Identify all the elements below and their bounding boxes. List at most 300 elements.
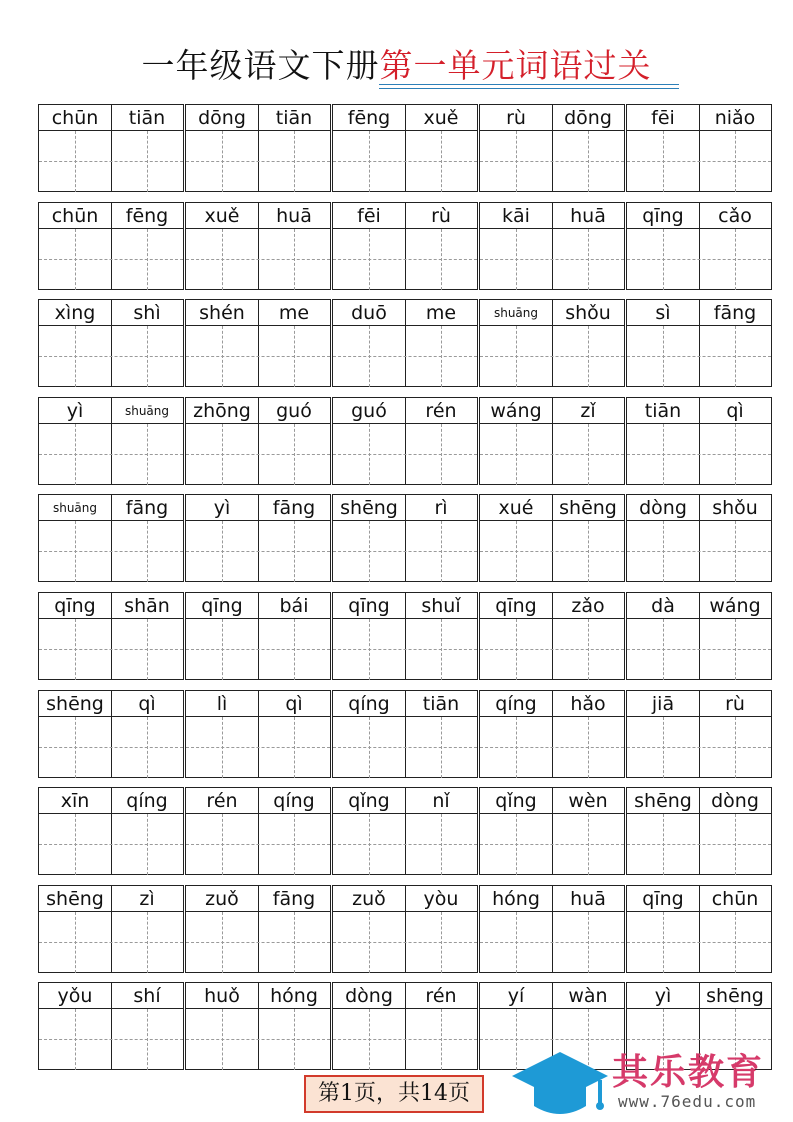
word-box — [38, 299, 184, 387]
pinyin-syllable: hóng — [270, 985, 318, 1007]
writing-guide-line — [147, 229, 148, 290]
pinyin-syllable: fēng — [125, 205, 169, 227]
writing-guide-line — [441, 814, 442, 875]
writing-guide-line — [333, 161, 477, 162]
writing-guide-line — [588, 814, 589, 875]
word-box — [332, 787, 478, 875]
pinyin-syllable: rén — [425, 985, 457, 1007]
box-divider — [111, 886, 112, 972]
writing-guide-line — [369, 326, 370, 387]
box-divider — [405, 691, 406, 777]
pinyin-syllable: rù — [506, 107, 526, 129]
writing-guide-line — [663, 131, 664, 192]
pinyin-syllable: qǐng — [348, 790, 390, 812]
pinyin-syllable: fāng — [125, 497, 169, 519]
word-box — [185, 299, 331, 387]
pinyin-syllable: chūn — [51, 107, 99, 129]
box-divider — [405, 886, 406, 972]
pinyin-syllable: shēng — [559, 497, 617, 519]
writing-guide-line — [441, 424, 442, 485]
pinyin-syllable: zhōng — [193, 400, 251, 422]
box-divider — [258, 593, 259, 679]
writing-guide-line — [186, 942, 330, 943]
pinyin-syllable: sì — [655, 302, 671, 324]
writing-guide-line — [186, 356, 330, 357]
writing-guide-line — [333, 942, 477, 943]
word-box — [185, 592, 331, 680]
writing-guide-line — [222, 912, 223, 973]
pinyin-syllable: huā — [570, 205, 606, 227]
writing-guide-line — [294, 131, 295, 192]
box-divider — [111, 593, 112, 679]
writing-guide-line — [627, 551, 771, 552]
writing-guide-line — [627, 942, 771, 943]
pinyin-syllable: qīng — [642, 888, 684, 910]
word-box — [479, 592, 625, 680]
pinyin-syllable: yì — [213, 497, 231, 519]
writing-guide-line — [441, 326, 442, 387]
writing-guide-line — [588, 521, 589, 582]
pinyin-syllable: wèn — [568, 790, 608, 812]
box-divider — [699, 203, 700, 289]
writing-guide-line — [516, 131, 517, 192]
pinyin-syllable: chūn — [711, 888, 759, 910]
word-box — [332, 202, 478, 290]
writing-guide-line — [39, 747, 183, 748]
writing-guide-line — [147, 521, 148, 582]
word-box — [332, 494, 478, 582]
writing-guide-line — [333, 844, 477, 845]
pinyin-syllable: qīng — [642, 205, 684, 227]
box-divider — [405, 788, 406, 874]
writing-guide-line — [735, 912, 736, 973]
box-divider — [405, 203, 406, 289]
writing-guide-line — [480, 454, 624, 455]
writing-guide-line — [516, 521, 517, 582]
word-box — [626, 104, 772, 192]
pinyin-syllable: zǐ — [580, 400, 596, 422]
box-divider — [405, 983, 406, 1069]
pinyin-syllable: shēng — [634, 790, 692, 812]
writing-guide-line — [147, 912, 148, 973]
box-divider — [258, 398, 259, 484]
writing-guide-line — [222, 229, 223, 290]
box-divider — [258, 105, 259, 191]
page-title — [0, 44, 793, 88]
word-box — [185, 494, 331, 582]
box-divider — [552, 203, 553, 289]
writing-guide-line — [75, 814, 76, 875]
pinyin-syllable: shén — [199, 302, 245, 324]
writing-guide-line — [663, 717, 664, 778]
writing-guide-line — [369, 131, 370, 192]
box-divider — [111, 398, 112, 484]
word-box — [332, 397, 478, 485]
pinyin-syllable: qīng — [201, 595, 243, 617]
writing-guide-line — [147, 326, 148, 387]
writing-guide-line — [294, 717, 295, 778]
writing-guide-line — [333, 259, 477, 260]
pinyin-syllable: rén — [425, 400, 457, 422]
pinyin-syllable: tiān — [422, 693, 460, 715]
box-divider — [258, 983, 259, 1069]
word-box — [38, 787, 184, 875]
writing-guide-line — [441, 521, 442, 582]
word-box — [479, 690, 625, 778]
writing-guide-line — [222, 619, 223, 680]
pinyin-syllable: rén — [206, 790, 238, 812]
pinyin-syllable: shēng — [706, 985, 764, 1007]
pinyin-syllable: xìng — [54, 302, 96, 324]
writing-guide-line — [294, 521, 295, 582]
writing-guide-line — [369, 912, 370, 973]
writing-guide-line — [39, 356, 183, 357]
word-box — [185, 885, 331, 973]
box-divider — [405, 105, 406, 191]
writing-guide-line — [663, 326, 664, 387]
word-box — [38, 202, 184, 290]
box-divider — [405, 398, 406, 484]
pinyin-syllable: qīng — [348, 595, 390, 617]
pinyin-syllable: qì — [726, 400, 744, 422]
writing-guide-line — [75, 1009, 76, 1070]
pinyin-syllable: yòu — [423, 888, 459, 910]
pinyin-syllable: shuāng — [124, 404, 170, 418]
page-number-badge: 第1页，共14页 — [304, 1075, 484, 1113]
writing-guide-line — [516, 424, 517, 485]
writing-guide-line — [75, 912, 76, 973]
pinyin-syllable: shēng — [46, 693, 104, 715]
word-box — [185, 104, 331, 192]
pinyin-syllable: fēng — [347, 107, 391, 129]
pinyin-syllable: rù — [431, 205, 451, 227]
word-box — [332, 592, 478, 680]
writing-guide-line — [627, 259, 771, 260]
pinyin-syllable: qīng — [54, 595, 96, 617]
writing-guide-line — [75, 326, 76, 387]
writing-guide-line — [369, 1009, 370, 1070]
box-divider — [552, 495, 553, 581]
writing-guide-line — [480, 649, 624, 650]
writing-guide-line — [441, 131, 442, 192]
pinyin-syllable: yì — [66, 400, 84, 422]
writing-guide-line — [222, 814, 223, 875]
word-box — [626, 592, 772, 680]
writing-guide-line — [333, 1039, 477, 1040]
pinyin-syllable: xuě — [204, 205, 240, 227]
writing-guide-line — [516, 229, 517, 290]
writing-guide-line — [735, 131, 736, 192]
writing-guide-line — [588, 619, 589, 680]
box-divider — [111, 105, 112, 191]
writing-guide-line — [75, 229, 76, 290]
writing-guide-line — [441, 912, 442, 973]
pinyin-syllable: duō — [351, 302, 387, 324]
word-box — [185, 397, 331, 485]
writing-guide-line — [294, 424, 295, 485]
word-box — [38, 104, 184, 192]
pinyin-syllable: yí — [507, 985, 525, 1007]
word-box — [185, 982, 331, 1070]
pinyin-syllable: huǒ — [204, 985, 240, 1007]
word-box — [626, 494, 772, 582]
pinyin-syllable: tiān — [644, 400, 682, 422]
box-divider — [699, 691, 700, 777]
pinyin-syllable: jiā — [651, 693, 675, 715]
writing-guide-line — [663, 814, 664, 875]
box-divider — [405, 300, 406, 386]
pinyin-syllable: niǎo — [714, 107, 756, 129]
pinyin-syllable: tiān — [128, 107, 166, 129]
pinyin-syllable: qì — [285, 693, 303, 715]
writing-guide-line — [186, 1039, 330, 1040]
writing-guide-line — [222, 521, 223, 582]
writing-guide-line — [516, 619, 517, 680]
word-box — [626, 397, 772, 485]
writing-guide-line — [735, 424, 736, 485]
writing-guide-line — [294, 1009, 295, 1070]
pinyin-syllable: rì — [434, 497, 448, 519]
writing-guide-line — [39, 259, 183, 260]
box-divider — [552, 300, 553, 386]
writing-guide-line — [186, 259, 330, 260]
word-box — [626, 885, 772, 973]
writing-guide-line — [333, 747, 477, 748]
word-box — [38, 397, 184, 485]
writing-guide-line — [369, 619, 370, 680]
pinyin-syllable: qǐng — [495, 790, 537, 812]
word-box — [479, 104, 625, 192]
writing-guide-line — [294, 814, 295, 875]
box-divider — [699, 398, 700, 484]
pinyin-syllable: dòng — [345, 985, 393, 1007]
writing-guide-line — [39, 454, 183, 455]
box-divider — [699, 300, 700, 386]
pinyin-syllable: shēng — [340, 497, 398, 519]
word-box — [332, 690, 478, 778]
pinyin-syllable: dōng — [198, 107, 246, 129]
pinyin-syllable: xué — [498, 497, 534, 519]
pinyin-syllable: huā — [570, 888, 606, 910]
pinyin-syllable: shǒu — [712, 497, 758, 519]
writing-guide-line — [663, 912, 664, 973]
word-box — [38, 885, 184, 973]
writing-guide-line — [186, 161, 330, 162]
pinyin-syllable: kāi — [502, 205, 530, 227]
writing-guide-line — [294, 326, 295, 387]
pinyin-syllable: dōng — [564, 107, 612, 129]
pinyin-syllable: shān — [124, 595, 170, 617]
word-box — [479, 494, 625, 582]
logo-url: www.76edu.com — [618, 1092, 757, 1111]
writing-guide-line — [39, 649, 183, 650]
word-box — [332, 885, 478, 973]
writing-guide-line — [735, 229, 736, 290]
writing-guide-line — [441, 717, 442, 778]
box-divider — [111, 983, 112, 1069]
pinyin-syllable: shǒu — [565, 302, 611, 324]
box-divider — [111, 788, 112, 874]
word-box — [185, 787, 331, 875]
box-divider — [405, 593, 406, 679]
word-box — [185, 202, 331, 290]
box-divider — [552, 886, 553, 972]
word-box — [38, 494, 184, 582]
box-divider — [699, 495, 700, 581]
pinyin-syllable: cǎo — [718, 205, 752, 227]
writing-guide-line — [147, 424, 148, 485]
writing-guide-line — [369, 717, 370, 778]
box-divider — [699, 788, 700, 874]
writing-guide-line — [222, 326, 223, 387]
writing-guide-line — [441, 229, 442, 290]
writing-guide-line — [516, 326, 517, 387]
word-box — [626, 787, 772, 875]
box-divider — [258, 300, 259, 386]
writing-guide-line — [369, 424, 370, 485]
pinyin-syllable: hóng — [492, 888, 540, 910]
writing-guide-line — [588, 229, 589, 290]
writing-guide-line — [735, 619, 736, 680]
writing-guide-line — [147, 717, 148, 778]
writing-guide-line — [480, 161, 624, 162]
word-box — [332, 982, 478, 1070]
box-divider — [258, 203, 259, 289]
writing-guide-line — [735, 814, 736, 875]
writing-guide-line — [147, 619, 148, 680]
pinyin-syllable: qíng — [126, 790, 168, 812]
word-box — [479, 787, 625, 875]
box-divider — [111, 203, 112, 289]
pinyin-syllable: shì — [133, 302, 161, 324]
writing-guide-line — [39, 1039, 183, 1040]
pinyin-syllable: qì — [138, 693, 156, 715]
pinyin-syllable: shēng — [46, 888, 104, 910]
logo-name: 其乐教育 — [612, 1052, 765, 1093]
writing-guide-line — [147, 814, 148, 875]
writing-guide-line — [186, 747, 330, 748]
pinyin-syllable: qíng — [273, 790, 315, 812]
pinyin-syllable: fāng — [272, 888, 316, 910]
writing-guide-line — [369, 814, 370, 875]
writing-guide-line — [186, 551, 330, 552]
pinyin-syllable: wáng — [490, 400, 542, 422]
writing-guide-line — [480, 844, 624, 845]
writing-guide-line — [333, 551, 477, 552]
word-box — [626, 299, 772, 387]
box-divider — [405, 495, 406, 581]
writing-guide-line — [222, 717, 223, 778]
writing-guide-line — [516, 717, 517, 778]
pinyin-syllable: yì — [654, 985, 672, 1007]
writing-guide-line — [333, 356, 477, 357]
box-divider — [258, 788, 259, 874]
writing-guide-line — [369, 521, 370, 582]
pinyin-syllable: huā — [276, 205, 312, 227]
pinyin-syllable: zuǒ — [205, 888, 239, 910]
writing-guide-line — [663, 521, 664, 582]
word-box — [332, 104, 478, 192]
box-divider — [552, 788, 553, 874]
pinyin-syllable: qíng — [348, 693, 390, 715]
writing-guide-line — [627, 844, 771, 845]
writing-guide-line — [480, 356, 624, 357]
writing-guide-line — [186, 844, 330, 845]
pinyin-syllable: fēi — [651, 107, 675, 129]
pinyin-syllable: shuǐ — [421, 595, 461, 617]
pinyin-syllable: fēi — [357, 205, 381, 227]
writing-guide-line — [588, 131, 589, 192]
writing-guide-line — [75, 424, 76, 485]
pinyin-syllable: dà — [651, 595, 675, 617]
word-box — [479, 885, 625, 973]
box-divider — [111, 300, 112, 386]
writing-guide-line — [588, 326, 589, 387]
pinyin-syllable: xīn — [60, 790, 90, 812]
writing-guide-line — [516, 912, 517, 973]
box-divider — [699, 105, 700, 191]
writing-guide-line — [186, 454, 330, 455]
writing-guide-line — [147, 1009, 148, 1070]
box-divider — [699, 886, 700, 972]
word-box — [38, 690, 184, 778]
pinyin-syllable: shuāng — [52, 501, 98, 515]
writing-guide-line — [441, 619, 442, 680]
writing-guide-line — [75, 717, 76, 778]
word-box — [479, 397, 625, 485]
pinyin-syllable: qīng — [495, 595, 537, 617]
word-box — [479, 202, 625, 290]
box-divider — [258, 691, 259, 777]
pinyin-syllable: rù — [725, 693, 745, 715]
word-box — [38, 592, 184, 680]
pinyin-syllable: shuāng — [493, 306, 539, 320]
writing-guide-line — [627, 649, 771, 650]
word-box — [626, 690, 772, 778]
box-divider — [552, 691, 553, 777]
pinyin-syllable: nǐ — [432, 790, 450, 812]
box-divider — [258, 495, 259, 581]
pinyin-syllable: wàn — [568, 985, 608, 1007]
writing-guide-line — [627, 454, 771, 455]
pinyin-syllable: guó — [276, 400, 312, 422]
title-underline — [379, 84, 679, 89]
word-box — [332, 299, 478, 387]
box-divider — [111, 691, 112, 777]
writing-guide-line — [39, 161, 183, 162]
word-box — [626, 202, 772, 290]
pinyin-syllable: dòng — [639, 497, 687, 519]
writing-guide-line — [75, 131, 76, 192]
pinyin-syllable: chūn — [51, 205, 99, 227]
box-divider — [552, 398, 553, 484]
pinyin-syllable: shí — [133, 985, 161, 1007]
box-divider — [699, 593, 700, 679]
box-divider — [552, 593, 553, 679]
pinyin-syllable: zǎo — [571, 595, 605, 617]
box-divider — [258, 886, 259, 972]
pinyin-syllable: bái — [279, 595, 309, 617]
writing-guide-line — [222, 131, 223, 192]
writing-guide-line — [39, 551, 183, 552]
pinyin-syllable: zì — [139, 888, 155, 910]
pinyin-syllable: dòng — [711, 790, 759, 812]
writing-guide-line — [222, 424, 223, 485]
pinyin-syllable: yǒu — [57, 985, 93, 1007]
writing-guide-line — [480, 551, 624, 552]
pinyin-syllable: me — [425, 302, 457, 324]
writing-guide-line — [627, 161, 771, 162]
